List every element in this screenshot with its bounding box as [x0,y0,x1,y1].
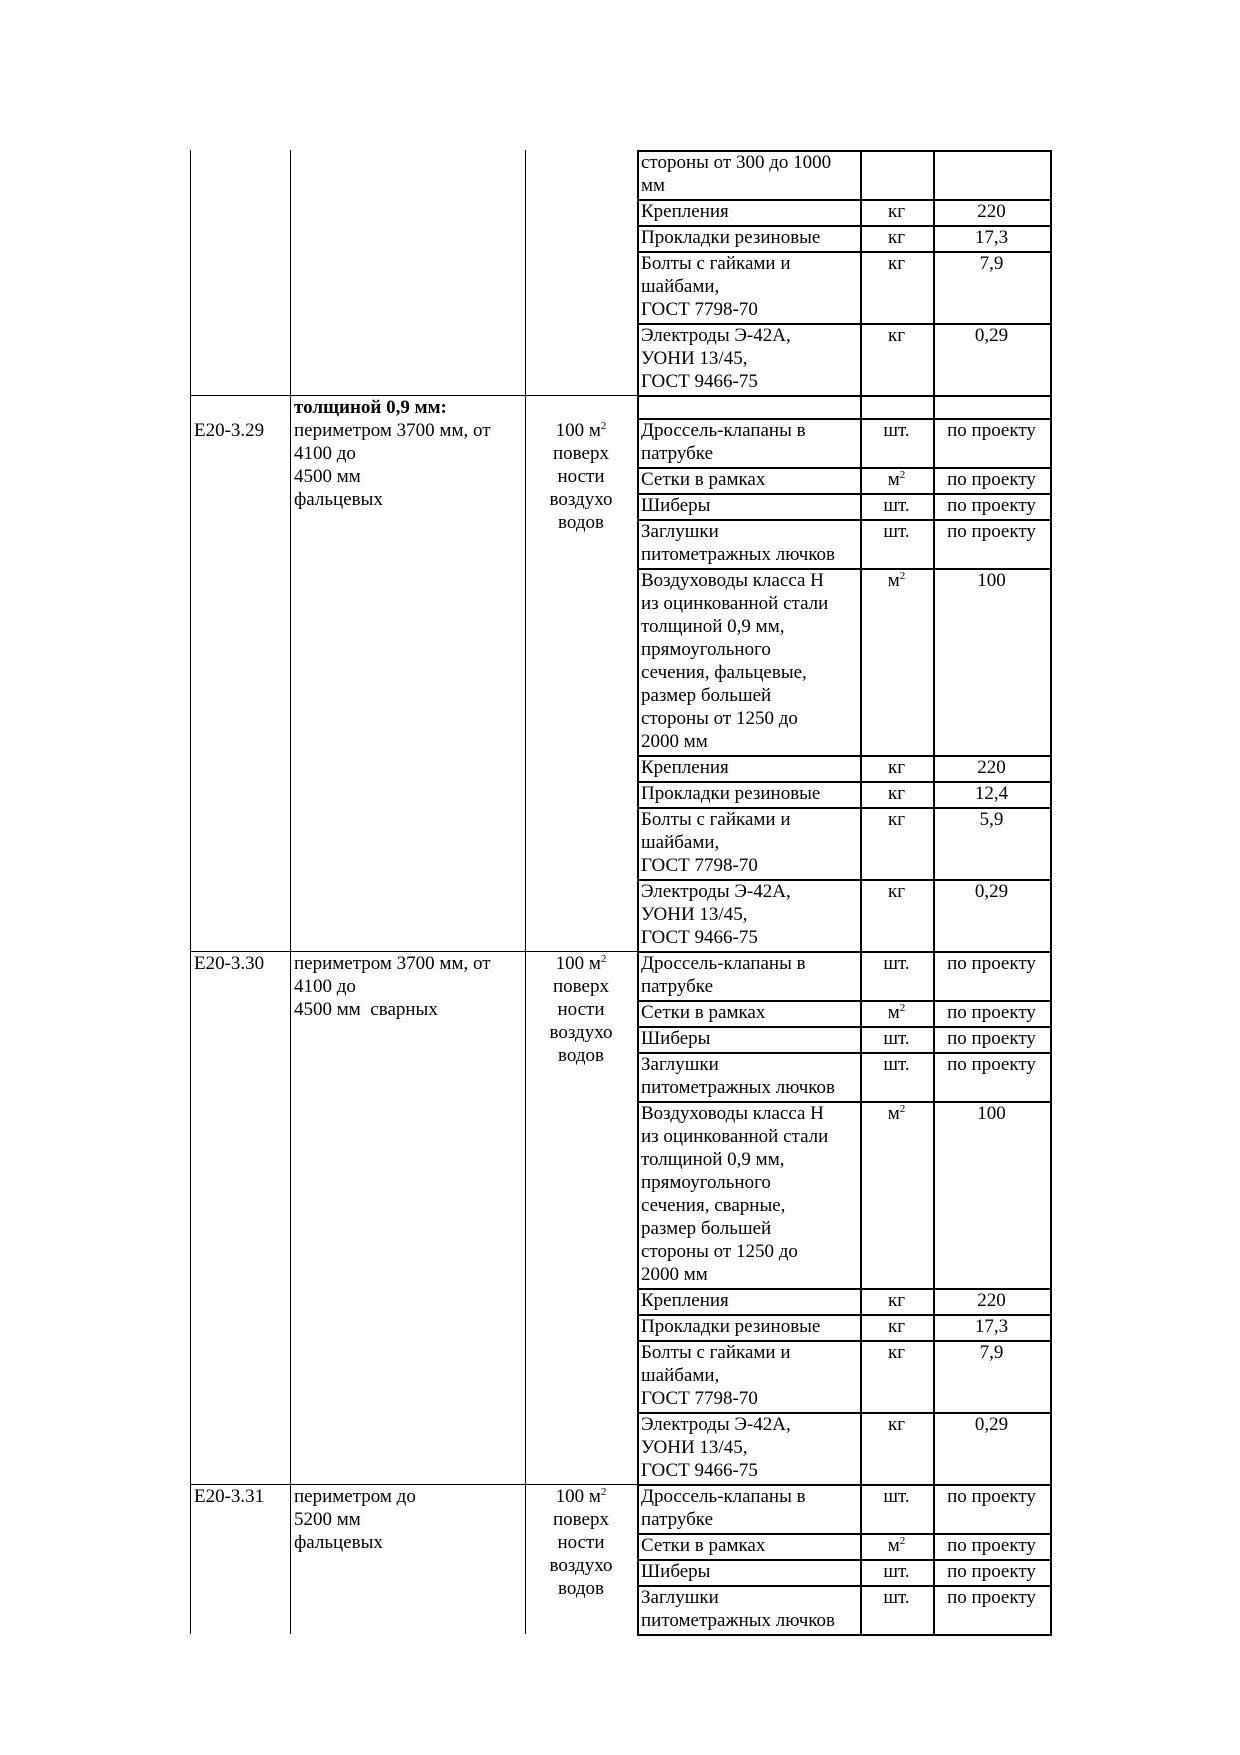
e29-item-desc: УОНИ 13/45, [641,904,748,925]
e31-item-desc: Заглушки [641,1587,719,1608]
cont-item-unit: кг [887,227,906,248]
e31-unit-line: поверх [553,1509,609,1530]
e29-item-unit-sup: 2 [899,469,906,481]
e30-name: периметром 3700 мм, от [294,953,491,974]
e30-item-desc: Воздуховоды класса Н [641,1103,824,1124]
e29-item-unit: кг [887,783,906,804]
cont-desc: мм [641,175,666,196]
e29-name: периметром 3700 мм, от [294,420,491,441]
e29-code: Е20-3.29 [194,420,265,441]
e30-item-desc: толщиной 0,9 мм, [641,1149,785,1170]
e29-item-desc: шайбами, [641,832,720,853]
e30-item-desc: ГОСТ 9466-75 [641,1460,758,1481]
cont-item-qty: 7,9 [979,253,1004,274]
e31-item-unit: шт. [883,1587,910,1608]
e30-item-desc: Дроссель-клапаны в [641,953,806,974]
e30-item-qty: 17,3 [974,1316,1009,1337]
e30-item-qty: по проекту [947,1002,1036,1023]
e31-item-qty: по проекту [947,1561,1036,1582]
cont-item-qty: 17,3 [974,227,1009,248]
e29-item-desc: Шиберы [641,495,711,516]
e30-item-unit: $м^2$ [887,1103,906,1124]
col-rule-6 [933,150,935,1634]
e30-item-unit: шт. [883,953,910,974]
e30-item-qty: 220 [977,1290,1006,1311]
e29-item-unit-sup: 2 [899,570,906,582]
e30-unit: 100 $м^2$ [555,953,607,974]
e31-name: фальцевых [294,1532,383,1553]
e30-item-desc: размер большей [641,1218,772,1239]
e30-item-qty: 0,29 [974,1414,1009,1435]
e30-item-unit: кг [887,1414,906,1435]
e29-item-desc: Крепления [641,757,729,778]
e31-item-desc: питометражных лючков [641,1610,836,1631]
e29-item-qty: 220 [977,757,1006,778]
col-rule-1 [190,150,191,1634]
cont-item-qty: 0,29 [974,325,1009,346]
e31-item-desc: Шиберы [641,1561,711,1582]
e30-item-unit-sup: 2 [899,1103,906,1115]
e31-unit-line: ности [557,1532,605,1553]
e31-name: периметром до [294,1486,416,1507]
e30-unit-line: воздухо [549,1022,613,1043]
cont-item-desc: Крепления [641,201,729,222]
e30-item-desc: патрубке [641,976,714,997]
e29-unit: 100 $м^2$ [555,420,607,441]
e29-unit-line: воздухо [549,489,613,510]
e29-item-unit: кг [887,757,906,778]
e30-item-unit: кг [887,1316,906,1337]
e29-item-qty: 0,29 [974,881,1009,902]
e30-item-unit-sup: 2 [899,1002,906,1014]
e29-item-desc: Заглушки [641,521,719,542]
cont-item-desc: ГОСТ 7798-70 [641,299,758,320]
e29-item-desc: Электроды Э-42А, [641,881,791,902]
e29-item-desc: из оцинкованной стали [641,593,829,614]
e31-item-qty: по проекту [947,1587,1036,1608]
cont-item-desc: Электроды Э-42А, [641,325,791,346]
e29-item-unit: шт. [883,495,910,516]
e29-unit-line: ности [557,466,605,487]
cont-item-unit: кг [887,201,906,222]
e29-item-desc: толщиной 0,9 мм, [641,616,785,637]
e29-item-unit: кг [887,881,906,902]
cont-item-unit: кг [887,325,906,346]
e29-name: 4100 до [294,443,356,464]
e30-name: 4500 мм сварных [294,999,438,1020]
e31-item-desc: Дроссель-клапаны в [641,1486,806,1507]
e30-item-desc: Шиберы [641,1028,711,1049]
e29-item-qty: по проекту [947,521,1036,542]
e30-item-desc: из оцинкованной стали [641,1126,829,1147]
e30-item-qty: 100 [977,1103,1006,1124]
e30-name: 4100 до [294,976,356,997]
e31-code: Е20-3.31 [194,1486,265,1507]
e30-item-desc: Прокладки резиновые [641,1316,821,1337]
e31-item-unit: $м^2$ [887,1535,906,1556]
e31-row-rule [637,1634,1050,1636]
e30-item-desc: ГОСТ 7798-70 [641,1388,758,1409]
e30-item-unit: $м^2$ [887,1002,906,1023]
cont-item-desc: шайбами, [641,276,720,297]
cont-item-desc: Болты с гайками и [641,253,791,274]
e29-name: фальцевых [294,489,383,510]
e30-item-desc: сечения, сварные, [641,1195,786,1216]
e30-item-qty: по проекту [947,953,1036,974]
e29-item-desc: Воздуховоды класса Н [641,570,824,591]
e31-item-unit: шт. [883,1486,910,1507]
col-rule-4 [637,150,639,1634]
e29-item-desc: 2000 мм [641,731,708,752]
e30-unit-line: водов [558,1045,604,1066]
e29-item-qty: 5,9 [979,809,1004,830]
e29-unit-line: поверх [553,443,609,464]
e30-item-unit: кг [887,1342,906,1363]
e30-unit-line: поверх [553,976,609,997]
e29-name-bold: толщиной 0,9 мм: [294,397,447,418]
col-rule-7 [1050,150,1052,1636]
e29-item-desc: Сетки в рамках [641,469,766,490]
e30-item-desc: питометражных лючков [641,1077,836,1098]
e29-item-unit: кг [887,809,906,830]
cont-item-unit: кг [887,253,906,274]
e30-item-qty: по проекту [947,1054,1036,1075]
e29-item-desc: патрубке [641,443,714,464]
e29-item-desc: Прокладки резиновые [641,783,821,804]
e29-item-unit: шт. [883,521,910,542]
e31-unit-line: водов [558,1578,604,1599]
e31-item-unit-sup: 2 [899,1535,906,1547]
e29-top-rule [190,395,637,396]
e30-item-desc: Электроды Э-42А, [641,1414,791,1435]
e29-item-qty: по проекту [947,420,1036,441]
e30-item-desc: 2000 мм [641,1264,708,1285]
e30-item-desc: шайбами, [641,1365,720,1386]
e30-item-unit: шт. [883,1054,910,1075]
e29-item-desc: ГОСТ 9466-75 [641,927,758,948]
e29-item-desc: сечения, фальцевые, [641,662,807,683]
e30-item-qty: 7,9 [979,1342,1004,1363]
e30-item-desc: Заглушки [641,1054,719,1075]
e31-item-desc: Сетки в рамках [641,1535,766,1556]
e30-unit-sup: 2 [600,953,607,965]
cont-item-desc: ГОСТ 9466-75 [641,371,758,392]
cont-row-rule [637,395,1050,397]
e29-item-unit: $м^2$ [887,570,906,591]
e29-item-qty: 12,4 [974,783,1009,804]
col-rule-2 [290,150,291,1634]
cont-item-desc: Прокладки резиновые [641,227,821,248]
e30-item-desc: Крепления [641,1290,729,1311]
e31-item-unit: шт. [883,1561,910,1582]
e29-item-desc: Болты с гайками и [641,809,791,830]
e29-item-desc: ГОСТ 7798-70 [641,855,758,876]
e30-item-unit: шт. [883,1028,910,1049]
e29-item-qty: 100 [977,570,1006,591]
col-rule-5 [860,150,862,1634]
e31-item-desc: патрубке [641,1509,714,1530]
e29-item-desc: Дроссель-клапаны в [641,420,806,441]
e31-item-qty: по проекту [947,1535,1036,1556]
e29-item-qty: по проекту [947,469,1036,490]
e30-item-desc: Сетки в рамках [641,1002,766,1023]
e31-name: 5200 мм [294,1509,361,1530]
e30-item-desc: Болты с гайками и [641,1342,791,1363]
e29-unit-sup: 2 [600,420,607,432]
e30-item-desc: прямоугольного [641,1172,771,1193]
col-rule-3 [525,150,526,1634]
e29-item-qty: по проекту [947,495,1036,516]
e30-item-desc: УОНИ 13/45, [641,1437,748,1458]
cont-desc: стороны от 300 до 1000 [641,152,832,173]
e29-item-desc: размер большей [641,685,772,706]
e30-code: Е20-3.30 [194,953,265,974]
e29-item-desc: стороны от 1250 до [641,708,798,729]
e30-item-unit: кг [887,1290,906,1311]
e30-item-qty: по проекту [947,1028,1036,1049]
e30-item-desc: стороны от 1250 до [641,1241,798,1262]
cont-item-qty: 220 [977,201,1006,222]
e30-unit-line: ности [557,999,605,1020]
e29-unit-line: водов [558,512,604,533]
e29-item-desc: прямоугольного [641,639,771,660]
e31-item-qty: по проекту [947,1486,1036,1507]
e31-unit: 100 $м^2$ [555,1486,607,1507]
e29-name: 4500 мм [294,466,361,487]
e31-unit-line: воздухо [549,1555,613,1576]
e31-unit-sup: 2 [600,1486,607,1498]
cont-item-desc: УОНИ 13/45, [641,348,748,369]
e29-item-unit: шт. [883,420,910,441]
e29-item-unit: $м^2$ [887,469,906,490]
e29-item-desc: питометражных лючков [641,544,836,565]
